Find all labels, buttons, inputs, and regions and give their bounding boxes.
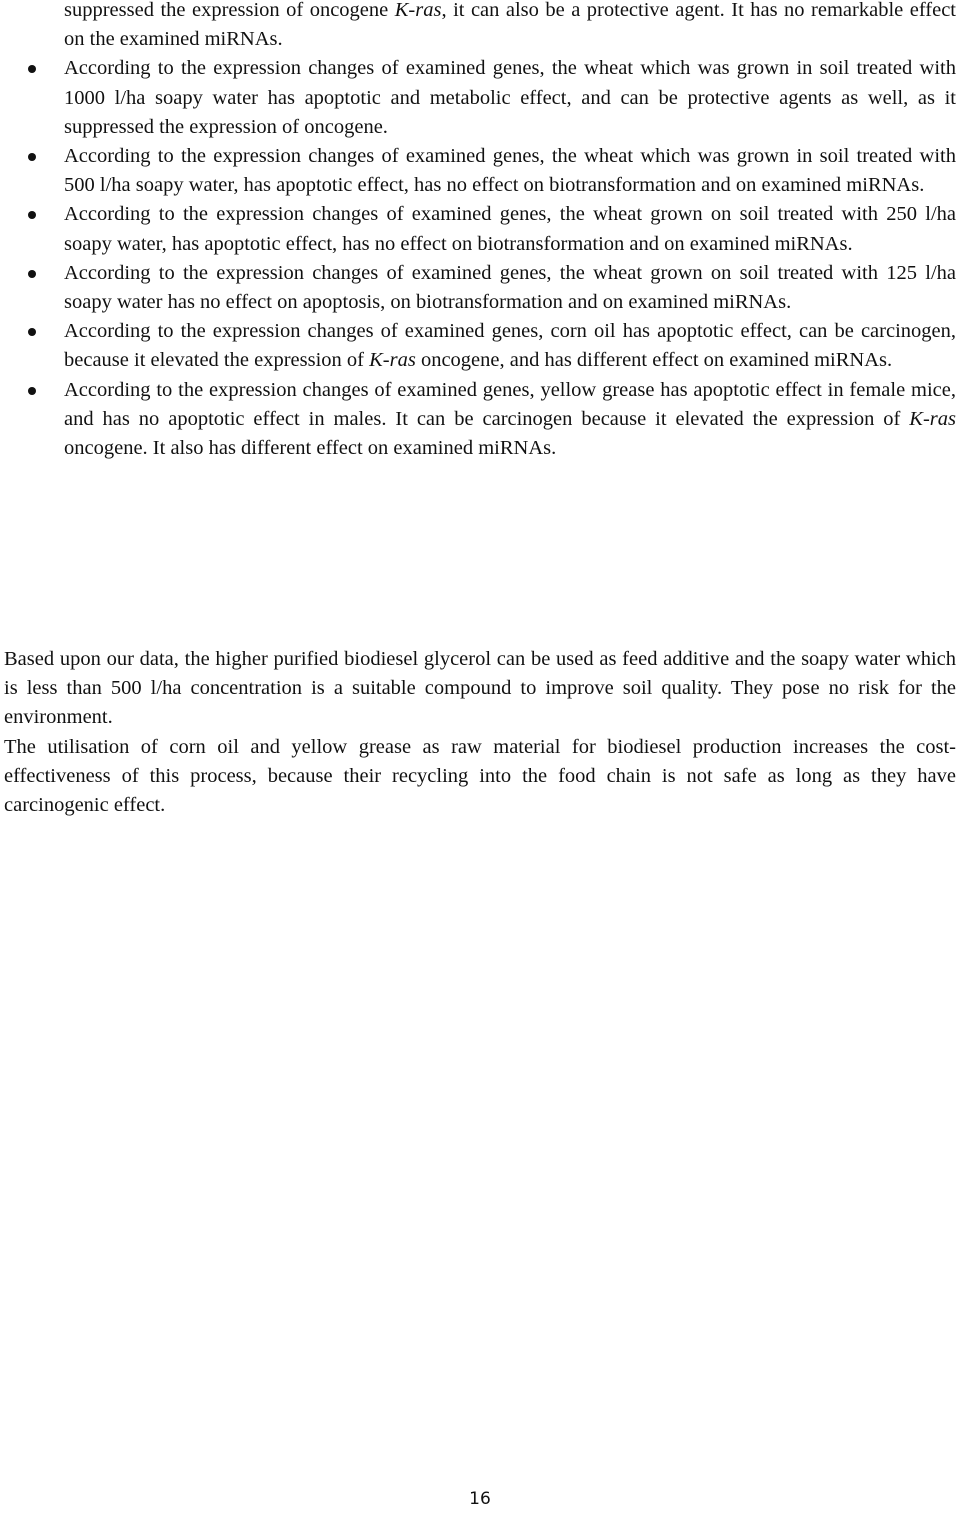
summary-section [4, 645, 956, 820]
bullet-text: According to the expression changes of examined genes, yellow grease has apoptotic effect in female mice, and has no apoptotic effect in males. It can be carcinogen because it elevated the expression of [64, 378, 956, 430]
bullet-dot-icon [28, 211, 36, 219]
bullet-text: According to the expression changes of examined genes, the wheat grown on soil treated with 125 l/ha soapy water has no effect on apoptosis, on biotransformation and on examined miRNAs. [64, 261, 956, 314]
bullet-item [0, 376, 956, 464]
bullet-dot-icon [28, 153, 36, 161]
bullet-text: According to the expression changes of examined genes, corn oil has apoptotic effect, can be carcinogen, because it elevated the expression of [64, 320, 956, 372]
bullet-dot-icon [28, 328, 36, 336]
bullet-item [0, 0, 956, 54]
gene-name: K-ras [394, 0, 442, 21]
bullet-dot-icon [28, 65, 36, 73]
summary-paragraph-1: Based upon our data, the higher purified biodiesel glycerol can be used as feed additive and the soapy water which is less than 500 l/ha concentration is a suitable compound to improve soil quality. They pose no risk for the environment. [4, 648, 956, 729]
bullet-text: suppressed the expression of oncogene [64, 0, 395, 21]
bullet-text: According to the expression changes of examined genes, the wheat which was grown in soil treated with 1000 l/ha soapy water has apoptotic and metabolic effect, and can be protective agents as well, as it suppressed the expression of oncogene. [64, 57, 956, 138]
bullet-text: According to the expression changes of examined genes, the wheat which was grown in soil treated with 500 l/ha soapy water, has apoptotic effect, has no effect on biotransformation and on examined miRNAs. [64, 145, 956, 197]
summary-paragraph-2: The utilisation of corn oil and yellow grease as raw material for biodiesel production increases the cost-effectiveness of this process, because their recycling into the food chain is not safe as long as they have carcinogenic effect. [4, 735, 956, 817]
bullet-item [0, 142, 956, 200]
conclusion-bullet-list [0, 0, 956, 463]
bullet-text: According to the expression changes of examined genes, the wheat grown on soil treated with 250 l/ha soapy water, has apoptotic effect, has no effect on biotransformation and on examined miRNAs. [64, 203, 956, 255]
bullet-item [0, 200, 956, 258]
bullet-item [0, 259, 956, 317]
page-number: 16 [469, 1489, 491, 1509]
bullet-text: oncogene. It also has different effect on examined miRNAs. [64, 437, 557, 460]
bullet-dot-icon [28, 387, 36, 395]
gene-name: K-ras [909, 407, 956, 430]
bullet-text: oncogene, and has different effect on examined miRNAs. [415, 349, 893, 372]
bullet-text: , it can also be a protective agent. It has no remarkable effect on the examined miRNAs. [64, 0, 956, 51]
bullet-item [0, 54, 956, 142]
bullet-dot-icon [28, 270, 36, 278]
bullet-item [0, 317, 956, 375]
gene-name: K-ras [369, 349, 416, 372]
